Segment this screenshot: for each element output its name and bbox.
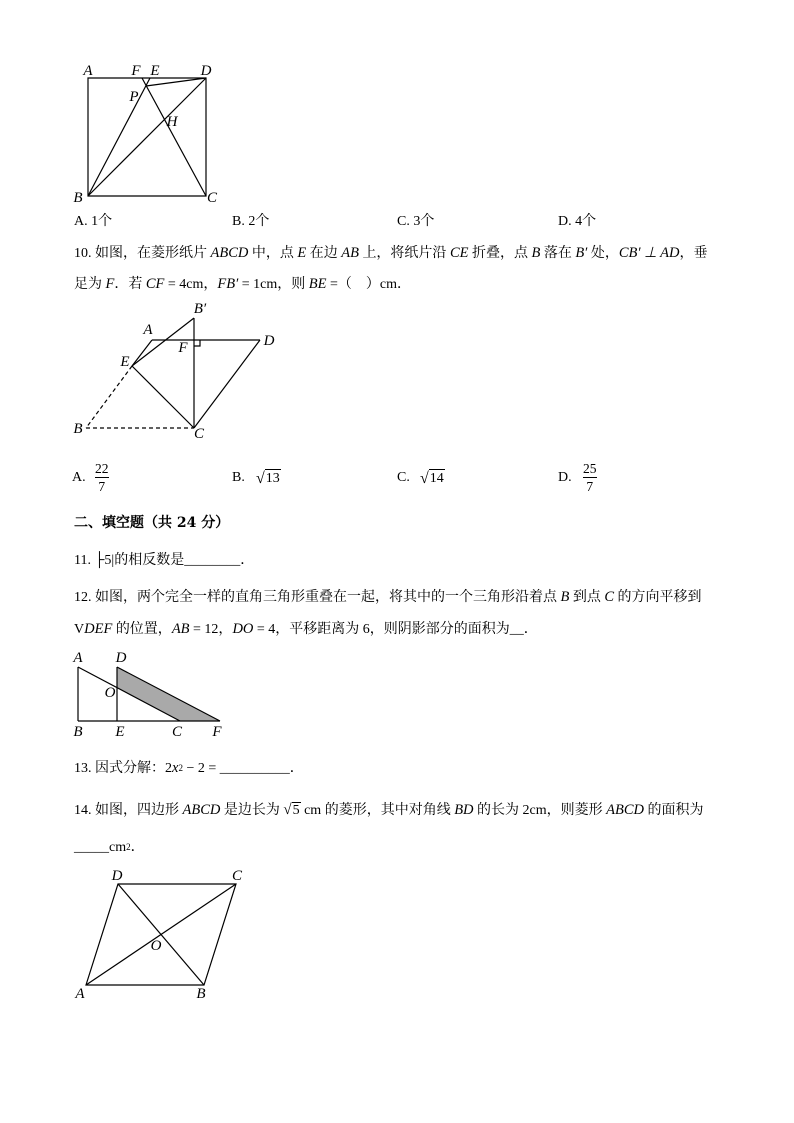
q12-text: 12. 如图，两个完全一样的直角三角形重叠在一起，将其中的一个三角形沿着点 bbox=[74, 590, 561, 605]
q10-line-2 bbox=[74, 275, 411, 294]
q9-option-a: A. 1个 bbox=[74, 214, 113, 229]
math-abcd: ABCD bbox=[182, 802, 221, 818]
math-ab: AB bbox=[171, 621, 190, 637]
q14-text: 14. 如图，四边形 bbox=[74, 803, 183, 818]
segment-ec bbox=[132, 366, 194, 428]
fraction-bar bbox=[583, 477, 597, 478]
q13-text: 13. 因式分解： bbox=[74, 761, 165, 776]
label-b-prime: B′ bbox=[193, 301, 207, 317]
math-b-prime: B′ bbox=[575, 245, 588, 261]
label-p: P bbox=[129, 89, 139, 105]
math-sqrt-5 bbox=[283, 801, 300, 819]
math-do: DO bbox=[232, 621, 254, 637]
q9-square-figure bbox=[60, 60, 230, 208]
q13-line: 13. 因式分解： 2 x $^2$ − 2 = __________． bbox=[74, 760, 304, 776]
q11-line bbox=[74, 552, 254, 570]
label-c: C bbox=[231, 868, 243, 884]
q10-text: 中，点 bbox=[248, 246, 298, 261]
q9-option-b: B. 2个 bbox=[232, 214, 270, 229]
label-e: E bbox=[150, 63, 160, 79]
label-d: D bbox=[111, 868, 123, 884]
q14-line-2: _____ cm $^2$ ． bbox=[74, 840, 145, 855]
diagonal-bd bbox=[118, 884, 204, 985]
q14-line-1 bbox=[74, 801, 704, 820]
q10-option-b-letter: B. bbox=[232, 470, 245, 485]
q10-text: ．若 bbox=[114, 277, 146, 292]
label-d: D bbox=[115, 650, 127, 666]
q10-option-b-sqrt bbox=[256, 469, 281, 488]
label-f: F bbox=[212, 724, 222, 740]
radical-sign: √ bbox=[283, 802, 292, 818]
label-d: D bbox=[263, 333, 275, 349]
q10-text: 处， bbox=[587, 246, 619, 261]
label-d: D bbox=[200, 63, 212, 79]
segment-cd bbox=[194, 340, 260, 428]
q14-end: ． bbox=[130, 840, 145, 855]
label-b: B bbox=[196, 986, 206, 1002]
label-b: B bbox=[73, 190, 83, 206]
q10-option-c-letter: C. bbox=[397, 470, 410, 485]
q12-text: 的方向平移到 bbox=[614, 590, 702, 605]
math-be: BE bbox=[308, 276, 327, 292]
q10-text: 上，将纸片沿 bbox=[358, 246, 450, 261]
label-a: A bbox=[83, 63, 93, 79]
math-coef: 2 bbox=[165, 761, 172, 776]
segment-eb-dashed bbox=[86, 366, 132, 428]
answer-blank: _____ bbox=[74, 840, 109, 855]
label-b: B bbox=[73, 421, 83, 437]
math-ce: CE bbox=[449, 245, 469, 261]
q10-text: = 4cm， bbox=[164, 277, 218, 292]
math-fb-prime: FB′ bbox=[217, 276, 239, 292]
math-bd: BD bbox=[454, 802, 474, 818]
label-c: C bbox=[193, 426, 205, 442]
label-o: O bbox=[150, 938, 162, 954]
right-angle-mark bbox=[194, 340, 200, 346]
math-x: x bbox=[172, 760, 179, 776]
q14-rhombus-figure bbox=[60, 865, 260, 1005]
q10-option-a-fraction bbox=[93, 461, 111, 494]
label-a: A bbox=[75, 986, 85, 1002]
q12-text: 到点 bbox=[569, 590, 605, 605]
q12-triangles-figure bbox=[60, 645, 235, 740]
q14-text: 的面积为 bbox=[644, 803, 704, 818]
q14-text: 的长为 2cm，则菱形 bbox=[473, 803, 607, 818]
q10-text: 10. 如图，在菱形纸片 bbox=[74, 246, 211, 261]
label-a: A bbox=[143, 322, 153, 338]
q12-line-1 bbox=[74, 588, 702, 607]
denominator: 7 bbox=[98, 479, 106, 494]
q10-text: 足为 bbox=[74, 277, 106, 292]
q10-line-1 bbox=[74, 244, 708, 263]
radicand: 13 bbox=[265, 471, 280, 486]
radical-sign: √ bbox=[420, 470, 429, 487]
q10-text: =（ ）cm． bbox=[326, 277, 411, 292]
label-h: H bbox=[166, 114, 178, 130]
q10-text: ，垂 bbox=[679, 246, 708, 261]
math-abs-value: ├5| bbox=[94, 553, 115, 568]
q10-text: 折叠，点 bbox=[468, 246, 532, 261]
fraction-bar bbox=[95, 477, 109, 478]
math-b: B bbox=[560, 589, 570, 605]
math-cb-perp-ad: CB′ ⊥ AD bbox=[618, 245, 680, 261]
q10-option-d-letter: D. bbox=[558, 470, 572, 485]
math-c: C bbox=[604, 589, 615, 605]
q9-option-d: D. 4个 bbox=[558, 214, 597, 229]
q10-option-d-fraction bbox=[581, 461, 599, 494]
label-c: C bbox=[171, 724, 183, 740]
q12-text: 的位置， bbox=[112, 622, 172, 637]
math-def: DEF bbox=[84, 621, 113, 637]
math-abcd: ABCD bbox=[210, 245, 249, 261]
q10-text: 落在 bbox=[540, 246, 576, 261]
q12-text: = 12， bbox=[189, 622, 233, 637]
numerator: 25 bbox=[583, 461, 597, 476]
q12-text: = 4，平移距离为 6，则阴影部分的面积为__． bbox=[253, 622, 538, 637]
unit: cm bbox=[109, 840, 127, 855]
segment-pd bbox=[146, 78, 206, 86]
segment-be bbox=[88, 78, 150, 196]
q14-text: 是边长为 bbox=[220, 803, 284, 818]
q9-option-c: C. 3个 bbox=[397, 214, 435, 229]
q10-option-c-sqrt bbox=[420, 469, 445, 488]
label-o: O bbox=[104, 685, 116, 701]
label-c: C bbox=[206, 190, 218, 206]
q10-option-a-letter: A. bbox=[72, 470, 86, 485]
q10-text: 在边 bbox=[306, 246, 342, 261]
label-b: B bbox=[73, 724, 83, 740]
numerator: 22 bbox=[95, 461, 109, 476]
diagonal-bd bbox=[88, 78, 206, 196]
math-cf: CF bbox=[145, 276, 165, 292]
q11-text: 的相反数是________． bbox=[114, 553, 255, 568]
q12-line-2 bbox=[74, 620, 538, 639]
radicand: 5 bbox=[292, 803, 300, 818]
q11-text: 11. bbox=[74, 553, 95, 568]
triangle-symbol: V bbox=[74, 622, 85, 637]
radicand: 14 bbox=[429, 471, 444, 486]
radical-sign: √ bbox=[256, 470, 265, 487]
answer-blank: __________． bbox=[219, 761, 304, 776]
label-a: A bbox=[73, 650, 83, 666]
math-b: B bbox=[531, 245, 541, 261]
math-rest: − 2 = bbox=[182, 761, 220, 776]
math-ab: AB bbox=[341, 245, 359, 261]
q10-text: = 1cm，则 bbox=[238, 277, 309, 292]
math-e: E bbox=[297, 245, 307, 261]
label-e: E bbox=[115, 724, 125, 740]
math-abcd: ABCD bbox=[606, 802, 645, 818]
segment-cf bbox=[142, 78, 206, 196]
section-title: 二、填空题（共 24 分） bbox=[74, 515, 230, 531]
label-f: F bbox=[178, 340, 188, 356]
q10-rhombus-fold-figure bbox=[60, 298, 290, 443]
math-f: F bbox=[105, 276, 115, 292]
q14-text: cm 的菱形，其中对角线 bbox=[300, 803, 455, 818]
label-e: E bbox=[120, 354, 130, 370]
denominator: 7 bbox=[586, 479, 594, 494]
label-f: F bbox=[131, 63, 141, 79]
